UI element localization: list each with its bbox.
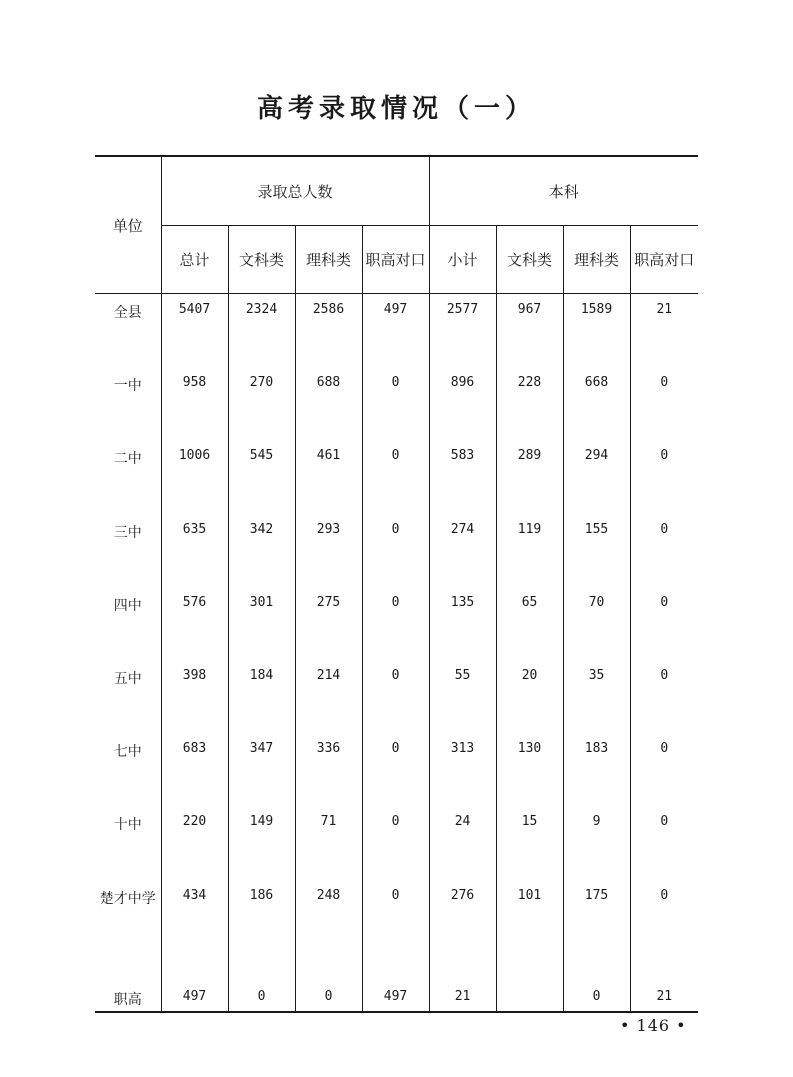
row-unit-name: 七中 (113, 744, 142, 761)
table-cell: 21 (630, 953, 698, 1012)
row-unit-name: 二中 (113, 451, 142, 468)
table-row (95, 294, 698, 368)
table-row (95, 660, 698, 733)
table-row (95, 880, 698, 953)
table-cell: 0 (630, 660, 698, 733)
row-unit-name: 十中 (113, 817, 142, 834)
table-cell: 1006 (161, 440, 228, 513)
table-cell: 301 (228, 587, 295, 660)
table-cell: 336 (295, 733, 362, 806)
table-cell: 576 (161, 587, 228, 660)
table-cell: 24 (429, 806, 496, 879)
table-cell: 20 (496, 660, 563, 733)
table-row (95, 587, 698, 660)
table-cell: 342 (228, 514, 295, 587)
table-cell: 294 (563, 440, 630, 513)
table-cell: 635 (161, 514, 228, 587)
table-cell: 130 (496, 733, 563, 806)
table-cell: 896 (429, 367, 496, 440)
table-cell: 183 (563, 733, 630, 806)
table-cell: 289 (496, 440, 563, 513)
table-cell: 0 (362, 880, 429, 953)
table-cell: 0 (630, 440, 698, 513)
col-header: 理科类 (563, 226, 630, 294)
table-cell: 0 (362, 367, 429, 440)
table-cell: 0 (362, 514, 429, 587)
row-unit-name: 一中 (113, 378, 142, 395)
table-cell: 0 (362, 440, 429, 513)
table-cell: 0 (362, 806, 429, 879)
table-cell: 0 (362, 660, 429, 733)
unit-header: 单位 (95, 156, 161, 294)
table-cell: 545 (228, 440, 295, 513)
table-cell: 220 (161, 806, 228, 879)
table-cell: 2324 (228, 294, 295, 368)
table-cell: 228 (496, 367, 563, 440)
table-cell: 15 (496, 806, 563, 879)
table-cell: 0 (362, 733, 429, 806)
total-group-header: 录取总人数 (161, 156, 429, 226)
table-cell: 0 (630, 733, 698, 806)
col-header: 总计 (161, 226, 228, 294)
table-cell: 248 (295, 880, 362, 953)
admission-table (95, 155, 698, 1008)
table-cell: 5407 (161, 294, 228, 368)
col-header: 职高对口 (630, 226, 698, 294)
table-cell: 55 (429, 660, 496, 733)
table-cell: 398 (161, 660, 228, 733)
table-cell: 149 (228, 806, 295, 879)
row-unit-name: 职高 (95, 953, 161, 1012)
table-cell: 71 (295, 806, 362, 879)
table-cell: 101 (496, 880, 563, 953)
table-cell: 461 (295, 440, 362, 513)
table-row (95, 440, 698, 513)
table-cell: 497 (362, 294, 429, 368)
page-title: 高考录取情况（一） (256, 94, 536, 124)
table-cell: 0 (362, 587, 429, 660)
table-row (95, 806, 698, 879)
table-cell: 275 (295, 587, 362, 660)
table-row (95, 367, 698, 440)
table-cell: 65 (496, 587, 563, 660)
table-cell: 0 (228, 953, 295, 1012)
table-cell: 0 (630, 806, 698, 879)
table-cell: 270 (228, 367, 295, 440)
table-cell: 497 (362, 953, 429, 1012)
table-cell: 2577 (429, 294, 496, 368)
table-cell: 583 (429, 440, 496, 513)
col-header: 小计 (429, 226, 496, 294)
row-unit-name: 三中 (113, 524, 142, 541)
row-unit-name: 全县 (113, 305, 142, 321)
table-cell: 293 (295, 514, 362, 587)
table-cell: 21 (429, 953, 496, 1012)
table-cell: 0 (630, 587, 698, 660)
row-unit-name: 五中 (113, 670, 142, 687)
table-cell: 497 (161, 953, 228, 1012)
table-cell: 668 (563, 367, 630, 440)
benke-group-header: 本科 (429, 156, 698, 226)
table-cell: 967 (496, 294, 563, 368)
row-unit-name: 四中 (113, 597, 142, 614)
table-cell: 186 (228, 880, 295, 953)
table-cell: 313 (429, 733, 496, 806)
table-row (95, 733, 698, 806)
table-cell: 0 (630, 367, 698, 440)
table-row (95, 514, 698, 587)
table-cell: 21 (630, 294, 698, 368)
table-cell: 0 (295, 953, 362, 1012)
table-cell: 683 (161, 733, 228, 806)
table-cell: 184 (228, 660, 295, 733)
col-header: 文科类 (228, 226, 295, 294)
table-cell: 0 (563, 953, 630, 1012)
table-cell: 135 (429, 587, 496, 660)
table-cell: 958 (161, 367, 228, 440)
table-cell: 276 (429, 880, 496, 953)
table-cell: 434 (161, 880, 228, 953)
table-cell: 155 (563, 514, 630, 587)
table-cell: 214 (295, 660, 362, 733)
table-cell: 175 (563, 880, 630, 953)
table-cell: 688 (295, 367, 362, 440)
col-header: 文科类 (496, 226, 563, 294)
col-header: 理科类 (295, 226, 362, 294)
table-cell: 0 (630, 514, 698, 587)
table-cell: 35 (563, 660, 630, 733)
col-header: 职高对口 (362, 226, 429, 294)
table-cell: 274 (429, 514, 496, 587)
page-number: • 146 • (620, 1016, 687, 1035)
table-cell: 347 (228, 733, 295, 806)
table-cell (496, 953, 563, 1012)
row-unit-name: 楚才中学 (99, 890, 156, 907)
table-cell: 0 (630, 880, 698, 953)
table-cell: 2586 (295, 294, 362, 368)
table-cell: 1589 (563, 294, 630, 368)
table-cell: 9 (563, 806, 630, 879)
table-cell: 70 (563, 587, 630, 660)
table-row (95, 953, 698, 1012)
table-cell: 119 (496, 514, 563, 587)
